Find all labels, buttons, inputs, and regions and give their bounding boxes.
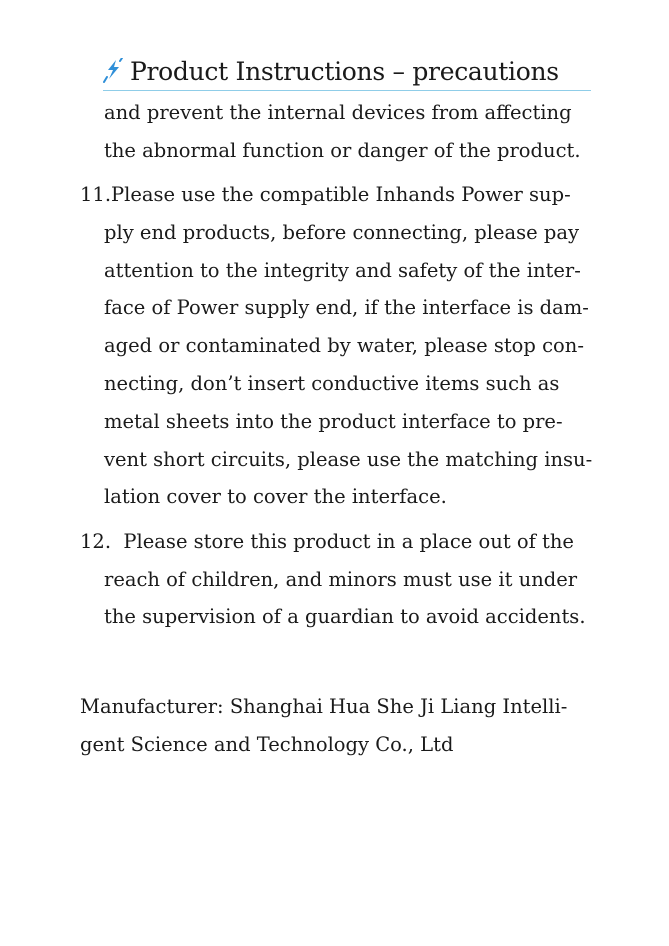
page-title: Product Instructions – precautions <box>130 56 559 86</box>
item-11-line: aged or contaminated by water, please stop con- <box>104 334 584 357</box>
lightning-bolt-icon <box>103 58 123 84</box>
page-header <box>103 52 591 91</box>
continuation-line: and prevent the internal devices from affecting <box>104 101 572 124</box>
item-11-line: necting, don’t insert conductive items such as <box>104 372 560 395</box>
continuation-line: the abnormal function or danger of the product. <box>104 139 581 162</box>
item-11-line: ply end products, before connecting, please pay <box>104 221 580 244</box>
item-11-line: attention to the integrity and safety of the inter- <box>104 259 581 282</box>
manufacturer-line: gent Science and Technology Co., Ltd <box>80 733 454 756</box>
item-11-line: metal sheets into the product interface to pre- <box>104 410 563 433</box>
item-12-line: 12. Please store this product in a place out of the <box>80 530 574 553</box>
item-12-line: the supervision of a guardian to avoid accidents. <box>104 605 586 628</box>
item-11-line: 11.Please use the compatible Inhands Power sup- <box>80 183 571 206</box>
item-11-line: face of Power supply end, if the interface is dam- <box>104 296 589 319</box>
item-12-line: reach of children, and minors must use it under <box>104 568 578 591</box>
item-11-line: lation cover to cover the interface. <box>104 485 447 508</box>
manufacturer-line: Manufacturer: Shanghai Hua She Ji Liang Intelli- <box>80 695 568 718</box>
item-11-line: vent short circuits, please use the matching insu- <box>104 448 593 471</box>
